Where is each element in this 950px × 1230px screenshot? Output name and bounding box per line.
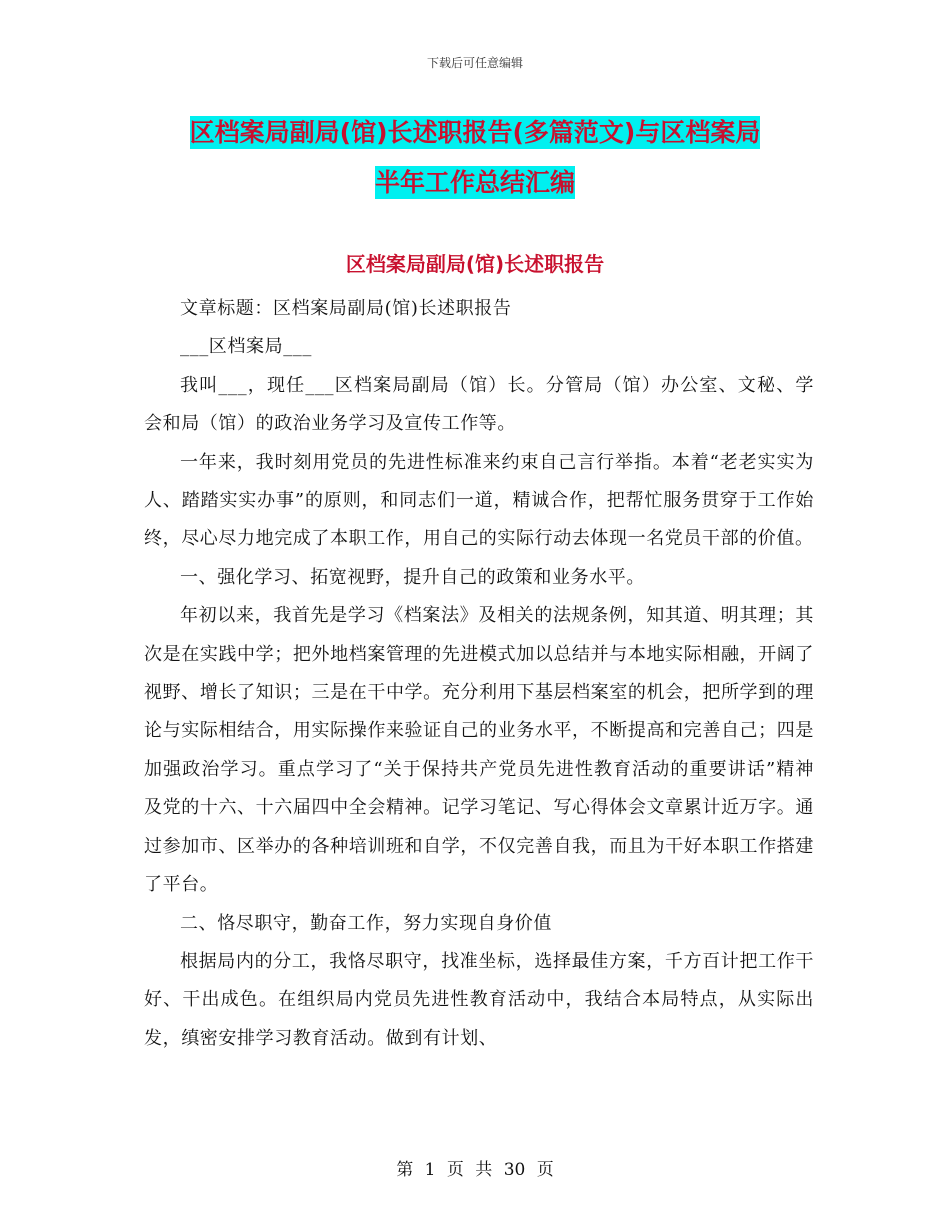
paragraph: ___区档案局___ — [180, 336, 312, 358]
paragraph: 根据局内的分工，我恪尽职守，找准坐标，选择最佳方案，千方百计把工作干好、干出成色。在组织局内党员先进性教育活动中，我结合本局特点，从实际出发，缜密安排学习教育活动。做到有计划、 — [144, 950, 814, 1049]
document-body — [144, 290, 814, 1058]
paragraph: 一、强化学习、拓宽视野，提升自己的政策和业务水平。 — [180, 566, 645, 588]
document-title — [0, 108, 950, 208]
document-title-line-1: 区档案局副局(馆)长述职报告(多篇范文)与区档案局 — [189, 118, 761, 147]
header-note: 下载后可任意编辑 — [426, 56, 523, 70]
document-title-line-2: 半年工作总结汇编 — [374, 168, 575, 197]
paragraph: 年初以来，我首先是学习《档案法》及相关的法规条例，知其道、明其理；其次是在实践中学；把外地档案管理的先进模式加以总结并与本地实际相融，开阔了视野、增长了知识；三是在干中学。充分利用下基层档案室的机会，把所学到的理论与实际相结合，用实际操作来验证自己的业务水平，不断提高和完善自己；四是加强政治学习。重点学习了“关于保持共产党员先进性教育活动的重要讲话”精神及党的十六、十六届四中全会精神。记学习笔记、写心得体会文章累计近万字。通过参加市、区举办的各种培训班和自学，不仅完善自我，而且为干好本职工作搭建了平台。 — [144, 605, 814, 896]
section-title: 区档案局副局(馆)长述职报告 — [345, 252, 605, 276]
paragraph: 我叫___，现任___区档案局副局（馆）长。分管局（馆）办公室、文秘、学会和局（馆）的政治业务学习及宣传工作等。 — [144, 374, 814, 435]
paragraph: 文章标题：区档案局副局(馆)长述职报告 — [180, 298, 512, 319]
page-footer: 第 1 页 共 30 页 — [396, 1160, 554, 1180]
paragraph: 二、恪尽职守，勤奋工作，努力实现自身价值 — [180, 912, 552, 934]
paragraph: 一年来，我时刻用党员的先进性标准来约束自己言行举指。本着“老老实实为人、踏踏实实办事”的原则，和同志们一道，精诚合作，把帮忙服务贯穿于工作始终，尽心尽力地完成了本职工作，用自己的实际行动去体现一名党员干部的价值。 — [144, 451, 814, 550]
